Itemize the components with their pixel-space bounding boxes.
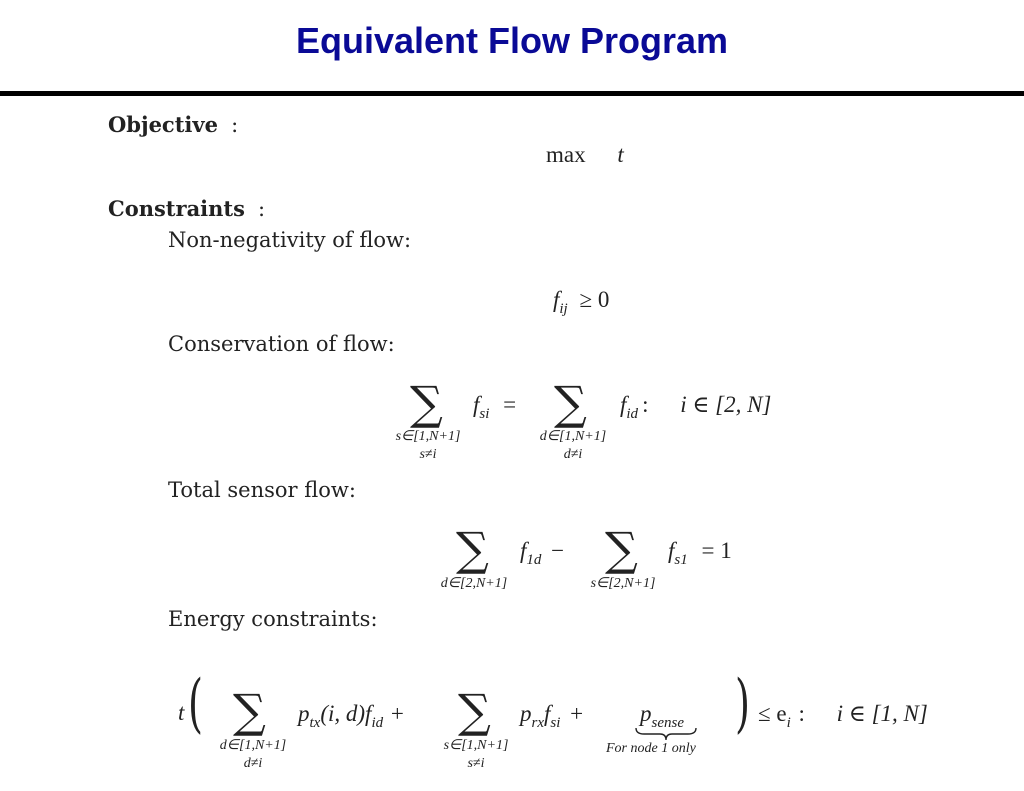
energy-term1-sub: tx [309,715,321,731]
total-term1-f: f [520,538,527,563]
energy-term1-args: (i, d)f [320,701,372,726]
total-term2-f: f [668,538,675,563]
energy-sum1-limits [205,737,301,772]
energy-term2-p: p [520,701,532,726]
energy-t-symbol: t [178,700,185,725]
conservation-term1-sub: si [479,406,490,422]
total-sum2-limits [575,575,671,593]
conservation-sum2-limits [524,428,622,463]
nonneg-f: f [553,287,560,312]
conservation-term2-sub: id [626,406,639,422]
constraints-heading-row [108,196,265,221]
conservation-sum1-limits [380,428,476,463]
total-term2-sub: s1 [674,552,688,568]
objective-heading-row [108,112,238,137]
energy-term2-f: f [544,701,551,726]
constraints-heading: Constraints [108,196,245,221]
conservation-sum2-lim1: d∈[1,N+1] [539,429,607,444]
brace-note: For node 1 only [606,741,696,756]
energy-rel: ≤ e [758,701,787,726]
energy-plus2: + [570,701,584,726]
nonneg-rel: ≥ 0 [579,287,610,312]
energy-left-paren: ( [187,667,203,741]
energy-psense-p: p [640,701,652,726]
conservation-label: Conservation of flow: [168,332,395,356]
total-rhs: = 1 [701,538,732,563]
constraints-colon: : [258,197,266,221]
conservation-term1 [473,392,517,422]
energy-psense [640,701,684,731]
energy-sum1-sign: ∑ [233,684,266,738]
total-sum1-limits [426,575,522,593]
page-title: Equivalent Flow Program [295,20,729,61]
total-minus: − [551,538,565,563]
nonneg-expression [553,287,610,317]
energy-sum2-limits [428,737,524,772]
energy-term1 [298,701,404,731]
energy-sum2-sign: ∑ [458,684,491,738]
conservation-sum1-lim1: s∈[1,N+1] [395,429,461,444]
total-term1 [520,538,565,568]
energy-colon: : [798,701,805,726]
underbrace [634,726,698,742]
total-term2 [668,538,732,568]
max-operator: max [546,142,586,167]
energy-domain: i ∈ [1, N] [836,701,928,726]
conservation-term2 [620,392,772,422]
energy-sum1-lim2: d≠i [243,755,263,771]
energy-term1-fsub: id [371,715,384,731]
conservation-sum2-sign: ∑ [554,376,587,430]
energy-rel-sub: i [786,715,791,731]
nonneg-sub: ij [559,301,568,317]
total-sum1-lim: d∈[2,N+1] [440,576,508,591]
energy-sum2-lim1: s∈[1,N+1] [443,738,509,753]
max-variable: t [617,142,624,167]
conservation-term1-f: f [473,392,480,417]
energy-sum1-lim1: d∈[1,N+1] [219,738,287,753]
objective-colon: : [231,113,239,137]
energy-term2-fsub: si [550,715,561,731]
total-sum1-sign: ∑ [456,522,489,576]
conservation-eq: = [503,392,517,417]
energy-plus1: + [390,701,404,726]
energy-term2-psub: rx [531,715,544,731]
nonneg-label: Non-negativity of flow: [168,228,412,252]
conservation-domain: i ∈ [2, N] [680,392,772,417]
total-sum2-sign: ∑ [605,522,638,576]
conservation-term2-f: f [620,392,627,417]
energy-term1-p: p [298,701,310,726]
energy-psense-sub: sense [651,715,684,731]
conservation-colon: : [642,392,649,417]
energy-sum2-lim2: s≠i [467,755,485,771]
objective-expression [546,142,624,168]
total-sum2-lim: s∈[2,N+1] [590,576,656,591]
conservation-sum2-lim2: d≠i [563,446,583,462]
title-divider [0,91,1024,96]
conservation-sum1-lim2: s≠i [419,446,437,462]
energy-rhs [758,701,928,731]
energy-term2 [520,701,584,731]
total-term1-sub: 1d [526,552,542,568]
total-label: Total sensor flow: [168,478,356,502]
energy-t [178,700,184,726]
conservation-sum1-sign: ∑ [410,376,443,430]
energy-right-paren: ) [734,667,750,741]
objective-heading: Objective [108,112,218,137]
energy-label: Energy constraints: [168,607,378,631]
